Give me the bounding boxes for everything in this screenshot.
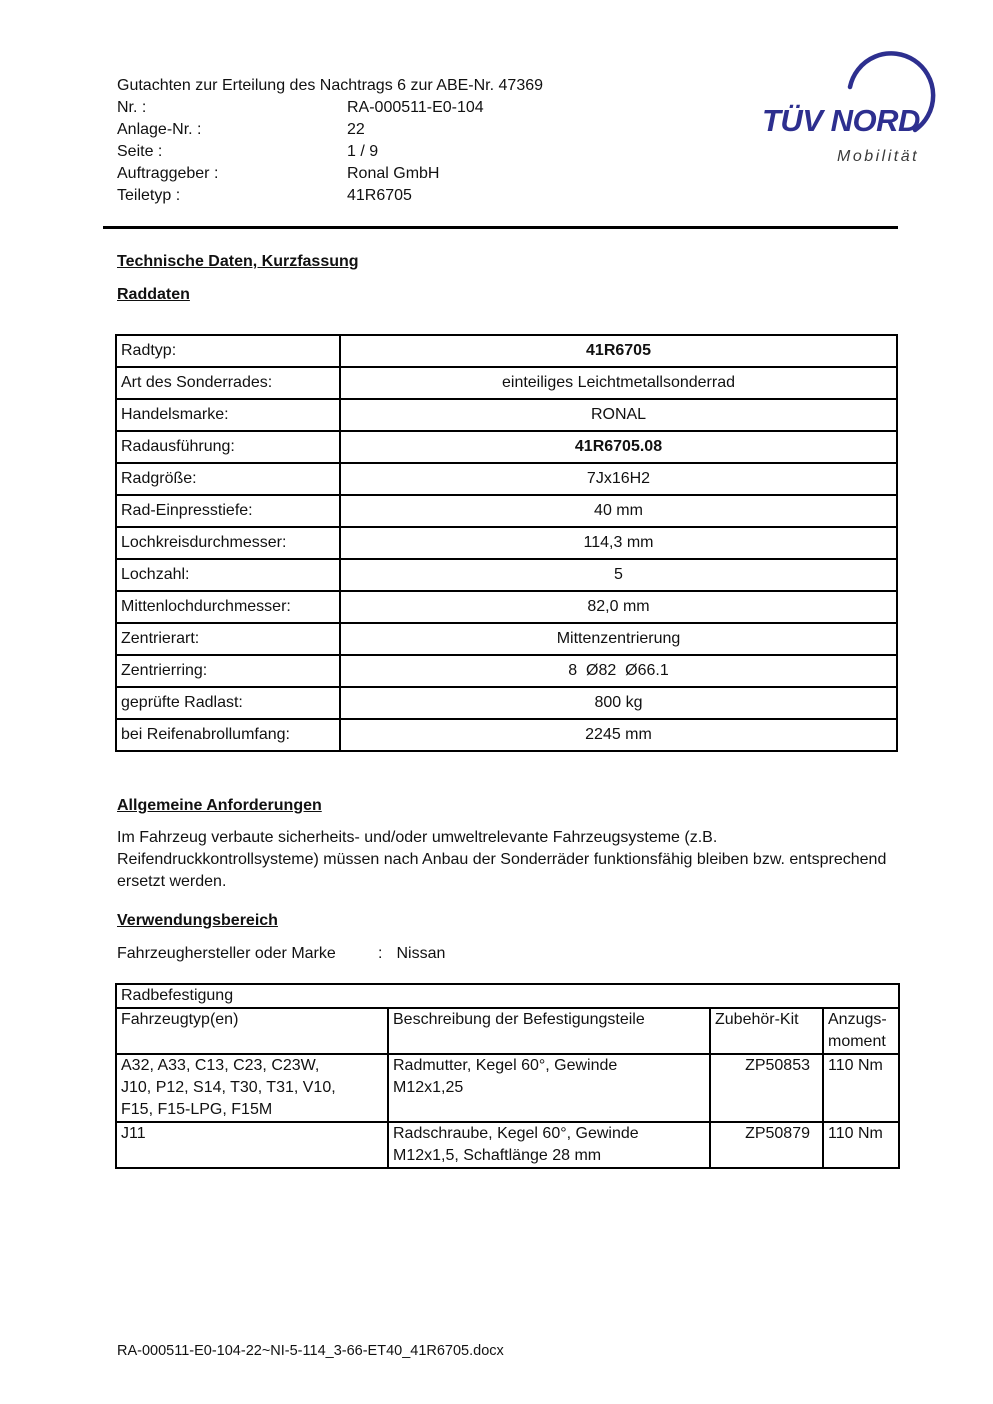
row-value: 8 Ø82 Ø66.1: [340, 655, 897, 687]
row-label: Radtyp:: [116, 335, 340, 367]
cell-line: J11: [121, 1125, 146, 1142]
section-heading-allgemeine-anforderungen: Allgemeine Anforderungen: [117, 797, 322, 814]
fahrzeughersteller-line: [117, 945, 445, 963]
cell-anzugsmoment: 110 Nm: [823, 1054, 899, 1122]
header-field-anlage: [117, 119, 543, 141]
table-row: [116, 623, 897, 655]
field-label: Teiletyp :: [117, 187, 181, 204]
field-label: Nr. :: [117, 99, 147, 116]
field-value: 41R6705: [347, 187, 412, 204]
table-row: [116, 431, 897, 463]
cell-fahrzeugtyp: [116, 1054, 388, 1122]
row-value: 5: [340, 559, 897, 591]
logo-tagline: Mobilität: [837, 148, 920, 165]
table-row: [116, 591, 897, 623]
table-row: [116, 687, 897, 719]
table-row: [116, 655, 897, 687]
row-value: RONAL: [340, 399, 897, 431]
cell-line: A32, A33, C13, C23, C23W,: [121, 1057, 320, 1074]
cell-beschreibung: [388, 1054, 710, 1122]
column-header-beschreibung: Beschreibung der Befestigungsteile: [388, 1008, 710, 1054]
table-row: [116, 463, 897, 495]
field-label: Seite :: [117, 143, 163, 160]
column-header-zubehoer-kit: Zubehör-Kit: [710, 1008, 823, 1054]
table-header-row: [116, 1008, 899, 1054]
document-header: [117, 75, 543, 207]
row-label: Radausführung:: [116, 431, 340, 463]
table-row: [116, 495, 897, 527]
row-label: Zentrierring:: [116, 655, 340, 687]
row-label: Lochzahl:: [116, 559, 340, 591]
row-label: Rad-Einpresstiefe:: [116, 495, 340, 527]
column-header-fahrzeugtyp: Fahrzeugtyp(en): [116, 1008, 388, 1054]
cell-line: Radschraube, Kegel 60°, Gewinde: [393, 1125, 639, 1142]
row-value: 41R6705: [340, 335, 897, 367]
row-value: 114,3 mm: [340, 527, 897, 559]
logo-arc-icon: [828, 47, 958, 157]
cell-line: M12x1,5, Schaftlänge 28 mm: [393, 1147, 602, 1164]
row-label: Handelsmarke:: [116, 399, 340, 431]
document-title: Gutachten zur Erteilung des Nachtrags 6 zur ABE-Nr. 47369: [117, 77, 544, 94]
row-label: Radgröße:: [116, 463, 340, 495]
table-caption: Radbefestigung: [116, 984, 899, 1008]
header-field-seite: [117, 141, 543, 163]
field-value: RA-000511-E0-104: [347, 99, 484, 116]
cell-zubehoer-kit: ZP50853: [710, 1054, 823, 1122]
radbefestigung-table: [115, 983, 900, 1169]
row-label: geprüfte Radlast:: [116, 687, 340, 719]
table-caption-row: [116, 984, 899, 1008]
row-label: Mittenlochdurchmesser:: [116, 591, 340, 623]
section-heading-technische-daten: Technische Daten, Kurzfassung: [117, 253, 359, 270]
fahrzeughersteller-value: Nissan: [396, 945, 446, 962]
footer-filename: RA-000511-E0-104-22~NI-5-114_3-66-ET40_41R6705.docx: [117, 1343, 504, 1359]
row-label: bei Reifenabrollumfang:: [116, 719, 340, 751]
row-value: 82,0 mm: [340, 591, 897, 623]
logo-wordmark: TÜV NORD: [762, 103, 920, 138]
table-row: [116, 1122, 899, 1168]
section-heading-verwendungsbereich: Verwendungsbereich: [117, 912, 278, 929]
table-row: [116, 1054, 899, 1122]
table-row: [116, 559, 897, 591]
field-label: Auftraggeber :: [117, 165, 219, 182]
section-heading-raddaten: Raddaten: [117, 286, 190, 303]
cell-line: F15, F15-LPG, F15M: [121, 1101, 273, 1118]
fahrzeughersteller-separator: :: [378, 945, 383, 962]
row-value: 800 kg: [340, 687, 897, 719]
cell-anzugsmoment: 110 Nm: [823, 1122, 899, 1168]
header-field-teiletyp: [117, 185, 543, 207]
field-value: 22: [347, 121, 365, 138]
row-value: 7Jx16H2: [340, 463, 897, 495]
cell-line: M12x1,25: [393, 1079, 464, 1096]
cell-line: Radmutter, Kegel 60°, Gewinde: [393, 1057, 618, 1074]
table-row: [116, 367, 897, 399]
cell-fahrzeugtyp: [116, 1122, 388, 1168]
fahrzeughersteller-label: Fahrzeughersteller oder Marke: [117, 945, 336, 962]
row-value: 2245 mm: [340, 719, 897, 751]
table-row: [116, 399, 897, 431]
table-row: [116, 335, 897, 367]
row-label: Lochkreisdurchmesser:: [116, 527, 340, 559]
raddaten-table: [115, 334, 898, 752]
row-value: 40 mm: [340, 495, 897, 527]
field-value: 1 / 9: [347, 143, 379, 160]
field-value: Ronal GmbH: [347, 165, 440, 182]
header-field-nr: [117, 97, 543, 119]
cell-beschreibung: [388, 1122, 710, 1168]
row-label: Zentrierart:: [116, 623, 340, 655]
row-value: Mittenzentrierung: [340, 623, 897, 655]
cell-zubehoer-kit: ZP50879: [710, 1122, 823, 1168]
field-label: Anlage-Nr. :: [117, 121, 202, 138]
allgemeine-anforderungen-text: Im Fahrzeug verbaute sicherheits- und/oder umweltrelevante Fahrzeugsysteme (z.B. Reifendruckkontrollsysteme) müssen nach Anbau der Sonderräder funktionsfähig bleiben bzw. entsprechend ersetzt werden.: [117, 829, 887, 890]
table-row: [116, 719, 897, 751]
header-field-auftraggeber: [117, 163, 543, 185]
row-value: einteiliges Leichtmetallsonderrad: [340, 367, 897, 399]
row-label: Art des Sonderrades:: [116, 367, 340, 399]
cell-line: J10, P12, S14, T30, T31, V10,: [121, 1079, 336, 1096]
column-header-anzugsmoment: Anzugs-moment: [823, 1008, 899, 1054]
header-divider: [103, 226, 898, 229]
tuv-nord-logo: [745, 45, 990, 180]
row-value: 41R6705.08: [340, 431, 897, 463]
table-row: [116, 527, 897, 559]
